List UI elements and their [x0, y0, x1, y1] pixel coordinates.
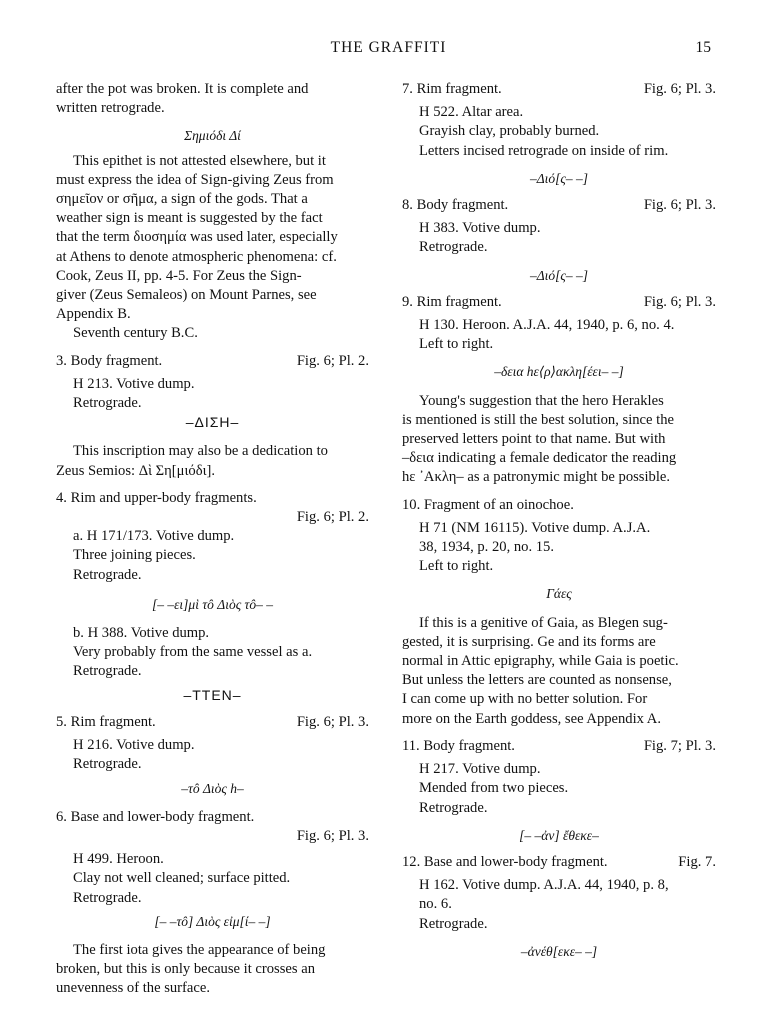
text-line: more on the Earth goddess, see Appendix A.	[402, 710, 661, 727]
entry-line: a. H 171/173. Votive dump.	[73, 528, 235, 545]
entry-10	[402, 496, 716, 729]
text-line: that the term διοσημία was used later, especially	[56, 229, 338, 246]
entry-heading: 12. Base and lower-body fragment.	[402, 853, 608, 870]
entry-line: H 162. Votive dump. A.J.A. 44, 1940, p. 8,	[419, 877, 669, 894]
entry-heading: 3. Body fragment.	[56, 352, 163, 369]
text-line: –δεια indicating a female dedicator the reading	[402, 450, 677, 467]
page-number: 15	[695, 39, 711, 56]
entry-line: no. 6.	[419, 896, 452, 913]
inscription: –ΔΙΣΗ–	[185, 414, 240, 431]
entry-line: 38, 1934, p. 20, no. 15.	[419, 539, 554, 556]
text-line: weather sign is meant is suggested by the fact	[56, 210, 323, 227]
entry-line: Clay not well cleaned; surface pitted.	[73, 870, 291, 887]
transcription: Γάες	[546, 586, 572, 602]
entry-line: Grayish clay, probably burned.	[419, 123, 600, 140]
text-line: I can come up with no better solution. For	[402, 691, 648, 708]
entry-line: Left to right.	[419, 336, 494, 353]
text-line: If this is a genitive of Gaia, as Blegen sug-	[419, 614, 668, 631]
entry-heading: 10. Fragment of an oinochoe.	[402, 496, 574, 513]
figure-ref: Fig. 6; Pl. 3.	[643, 197, 716, 214]
entry-heading: 9. Rim fragment.	[402, 293, 502, 310]
transcription: [– –τô] Διὸς εἰμ[ί– –]	[154, 913, 271, 929]
transcription: –Διό[ς– –]	[529, 267, 589, 283]
entry-line: Three joining pieces.	[73, 547, 196, 564]
entry-line: Left to right.	[419, 558, 494, 575]
text-line: must express the idea of Sign-giving Zeus from	[56, 171, 334, 188]
running-title: THE GRAFFITI	[330, 39, 447, 56]
entry-line: Mended from two pieces.	[419, 780, 569, 797]
entry-line: H 71 (NM 16115). Votive dump. A.J.A.	[419, 519, 651, 536]
entry-line: H 522. Altar area.	[419, 104, 524, 121]
inscription: –ΤΤΕΝ–	[183, 686, 242, 703]
text-line: Cook, Zeus II, pp. 4-5. For Zeus the Sign-	[56, 267, 302, 284]
entry-line: Retrograde.	[73, 395, 142, 412]
entry-line: Retrograde.	[73, 663, 142, 680]
text-line: is mentioned is still the best solution, since the	[402, 411, 674, 428]
text-line: Young's suggestion that the hero Herakles	[419, 392, 664, 409]
entry-line: b. H 388. Votive dump.	[73, 625, 210, 642]
text-line: gested, it is surprising. Ge and its forms are	[402, 633, 656, 650]
figure-ref: Fig. 6; Pl. 2.	[296, 352, 369, 369]
text-line: hε ᾽Ακλη– as a patronymic might be possible.	[402, 469, 671, 486]
entry-line: H 499. Heroon.	[73, 851, 164, 868]
transcription: [– –ει]μὶ τô Διὸς τô– –	[151, 596, 274, 612]
transcription: [– –ἀν] ἔθεκε–	[519, 827, 599, 843]
text-line: normal in Attic epigraphy, while Gaia is poetic.	[402, 653, 679, 670]
figure-ref: Fig. 6; Pl. 2.	[296, 509, 369, 526]
text-line: giver (Zeus Semaleos) on Mount Parnes, see	[56, 287, 317, 304]
figure-ref: Fig. 6; Pl. 3.	[296, 827, 369, 844]
entry-6	[56, 808, 369, 999]
left-column	[56, 80, 369, 999]
epithet-paragraph	[56, 152, 369, 344]
entry-5	[56, 713, 369, 798]
entry-heading: 8. Body fragment.	[402, 197, 509, 214]
entry-line: H 217. Votive dump.	[419, 761, 541, 778]
entry-line: H 216. Votive dump.	[73, 737, 195, 754]
entry-line: H 130. Heroon. A.J.A. 44, 1940, p. 6, no. 4.	[419, 317, 675, 334]
entry-7	[402, 80, 716, 188]
figure-ref: Fig. 6; Pl. 3.	[296, 713, 369, 730]
entry-line: Retrograde.	[73, 566, 142, 583]
entry-line: H 213. Votive dump.	[73, 375, 195, 392]
transcription: –ἀνέθ[εκε– –]	[520, 943, 598, 959]
text-line: But unless the letters are counted as nonsense,	[402, 672, 672, 689]
entry-heading: 7. Rim fragment.	[402, 81, 502, 97]
text-line: unevenness of the surface.	[56, 980, 210, 997]
text-line: broken, but this is only because it crosses an	[56, 961, 315, 978]
figure-ref: Fig. 6; Pl. 3.	[643, 293, 716, 310]
text-line: preserved letters point to that name. But with	[402, 431, 666, 448]
text-line: The first iota gives the appearance of being	[73, 941, 326, 958]
entry-heading: 5. Rim fragment.	[56, 713, 156, 730]
text-line: σημεῖον or σῆμα, a sign of the gods. That a	[56, 191, 308, 208]
transcription: –δεια hε⟨ρ⟩ακλη[έει– –]	[494, 364, 624, 380]
entry-9	[402, 293, 716, 488]
entry-line: Retrograde.	[73, 889, 142, 906]
text-line: at Athens to denote atmospheric phenomena: cf.	[56, 248, 337, 265]
entry-line: Retrograde.	[419, 915, 488, 932]
entry-line: H 383. Votive dump.	[419, 220, 541, 237]
date-line: Seventh century B.C.	[73, 325, 198, 342]
entry-3	[56, 352, 369, 481]
intro-line: after the pot was broken. It is complete and	[56, 81, 309, 97]
entry-heading: 4. Rim and upper-body fragments.	[56, 489, 257, 506]
page-header	[0, 38, 777, 62]
figure-ref: Fig. 6; Pl. 3.	[643, 81, 716, 97]
entry-12	[402, 853, 716, 961]
entry-line: Very probably from the same vessel as a.	[73, 644, 313, 661]
text-line: Zeus Semios: Δὶ Ση[μιόδι].	[56, 462, 215, 479]
text-line: This inscription may also be a dedication to	[73, 443, 328, 460]
entry-line: Retrograde.	[419, 239, 488, 256]
entry-8	[402, 196, 716, 285]
text-line: Appendix B.	[56, 306, 131, 323]
entry-heading: 11. Body fragment.	[402, 737, 515, 754]
intro-line: written retrograde.	[56, 100, 165, 117]
entry-line: Retrograde.	[419, 799, 488, 816]
entry-heading: 6. Base and lower-body fragment.	[56, 808, 255, 825]
transcription: –Διό[ς– –]	[529, 170, 589, 186]
text-line: This epithet is not attested elsewhere, but it	[73, 152, 326, 169]
entry-line: Letters incised retrograde on inside of rim.	[419, 142, 669, 159]
entry-11	[402, 737, 716, 845]
figure-ref: Fig. 7.	[678, 853, 716, 870]
right-column	[402, 80, 716, 961]
figure-ref: Fig. 7; Pl. 3.	[643, 737, 716, 754]
greek-heading: Σημιόδι Δί	[184, 128, 241, 144]
transcription: –τô Διὸς h–	[181, 780, 244, 796]
entry-4	[56, 489, 369, 705]
entry-line: Retrograde.	[73, 756, 142, 773]
